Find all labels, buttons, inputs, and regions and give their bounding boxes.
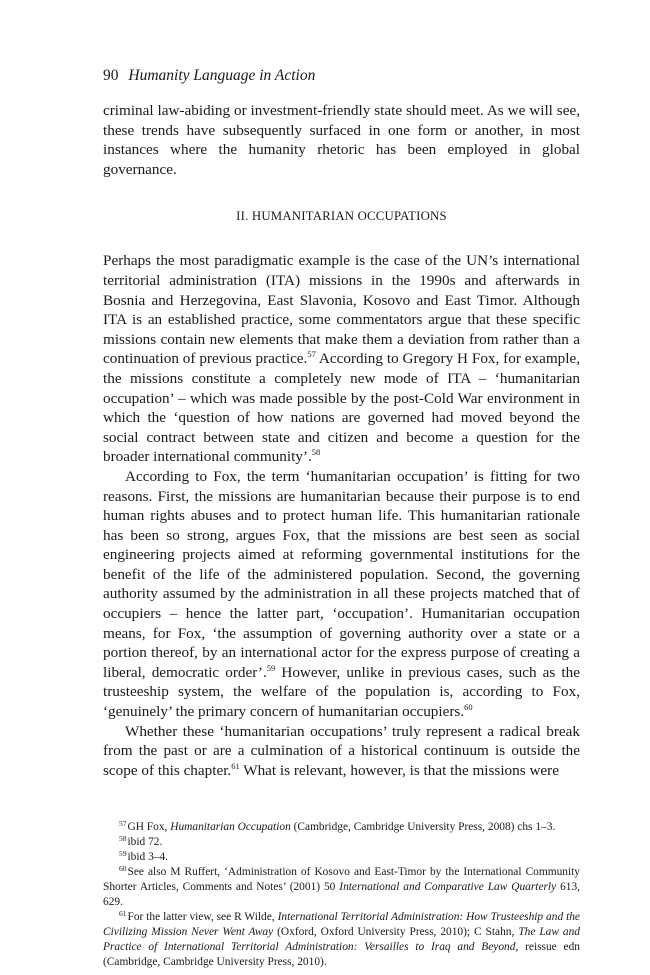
footnote-text: ibid 72. (127, 836, 163, 849)
page-number: 90 (103, 67, 119, 84)
footnote-text: ibid 3–4. (127, 851, 169, 864)
footnote-ref-57[interactable]: 57 (307, 349, 316, 360)
footnote-text: 613, 629. (103, 881, 580, 909)
footnote-italic: The Law and Practice of International Territorial Administration: Versailles to Iraq and Beyond (103, 926, 581, 954)
paragraph-2-text-b: However, unlike in previous cases, such as the trusteeship system, the welfare of the population is, according to Fox, ‘genuinely’ the primary concern of humanitarian occupiers. (103, 663, 580, 721)
footnote-57 (103, 820, 580, 835)
footnote-60 (103, 865, 580, 910)
footnote-italic: Humanitarian Occupation (170, 821, 291, 834)
footnote-text: See also M Ruffert, ‘Administration of Kosovo and East-Timor by the International Community Shorter Articles, Comments and Notes’ (2001) 50 (103, 866, 580, 894)
paragraph-3-text-a: Whether these ‘humanitarian occupations’ truly represent a radical break from the past or are a culmination of a historical continuum is outside the scope of this chapter. (103, 722, 580, 779)
paragraph-3 (103, 722, 580, 781)
paragraph-1-text-b: According to Gregory H Fox, for example, the missions constitute a completely new mode of ITA – ‘humanitarian occupation’ – which was made possible by the post-Cold War environment in which the ‘question of how nations are governed had moved beyond the social contract between state and citizen and become a question for the broader international community’. (103, 350, 581, 466)
footnote-italic: International Territorial Administration: How Trusteeship and the Civilizing Mission Never Went Away (103, 911, 580, 939)
footnote-ref-60[interactable]: 60 (464, 701, 473, 712)
footnotes (103, 820, 580, 970)
footnote-number: 61 (119, 908, 127, 918)
footnote-text: , reissue edn (Cambridge, Cambridge University Press, 2010). (103, 941, 580, 969)
book-page (103, 66, 580, 970)
footnote-ref-58[interactable]: 58 (311, 447, 321, 458)
paragraph-1-text-a: Perhaps the most paradigmatic example is the case of the UN’s international territorial administration (ITA) missions in the 1990s and afterwards in Bosnia and Herzegovina, East Slavonia, Kosovo and East Timor. Although ITA is an established practice, some commentators argue that these specific missions contain new elements that make them a deviation from rather than a continuation of previous practice. (103, 252, 580, 368)
footnote-text: GH Fox, (127, 821, 171, 834)
footnote-text: For the latter view, see R Wilde, (127, 911, 278, 924)
footnote-number: 59 (119, 848, 127, 858)
footnote-text: (Oxford, Oxford University Press, 2010); C Stahn, (273, 926, 519, 939)
paragraph-1 (103, 251, 580, 467)
footnote-59 (103, 850, 580, 865)
footnote-number: 57 (119, 818, 127, 828)
footnote-ref-59[interactable]: 59 (266, 662, 276, 673)
paragraph-continued: criminal law-abiding or investment-friendly state should meet. As we will see, these trends have subsequently surfaced in one form or another, in most instances where the humanity rhetoric has been employed in global governance. (103, 102, 580, 178)
footnote-61 (103, 910, 580, 970)
section-heading: II. HUMANITARIAN OCCUPATIONS (236, 209, 447, 224)
footnote-text: (Cambridge, Cambridge University Press, 2008) chs 1–3. (290, 821, 556, 834)
footnote-number: 58 (119, 833, 127, 843)
running-head (103, 66, 580, 86)
footnote-58 (103, 835, 580, 850)
paragraph-2 (103, 467, 580, 722)
running-title: Humanity Language in Action (128, 67, 316, 84)
paragraph-3-text-b: What is relevant, however, is that the missions were (239, 761, 559, 779)
footnote-number: 60 (119, 863, 127, 873)
paragraph-2-text-a: According to Fox, the term ‘humanitarian occupation’ is fitting for two reasons. First, the missions are humanitarian because their purpose is to end human rights abuses and to protect human life. This humanitarian rationale has been so strong, argues Fox, that the missions are best seen as social engineering projects aimed at reforming governmental institutions for the benefit of the life of the administered population. Second, the governing authority assumed by the administration in all these projects matched that of occupiers – hence the latter part, ‘occupation’. Humanitarian occupation means, for Fox, ‘the assumption of governing authority over a state or a portion thereof, by an international actor for the express purpose of creating a liberal, democratic order’. (103, 467, 580, 681)
footnote-italic: International and Comparative Law Quarterly (339, 881, 557, 894)
footnote-ref-61[interactable]: 61 (231, 760, 240, 771)
